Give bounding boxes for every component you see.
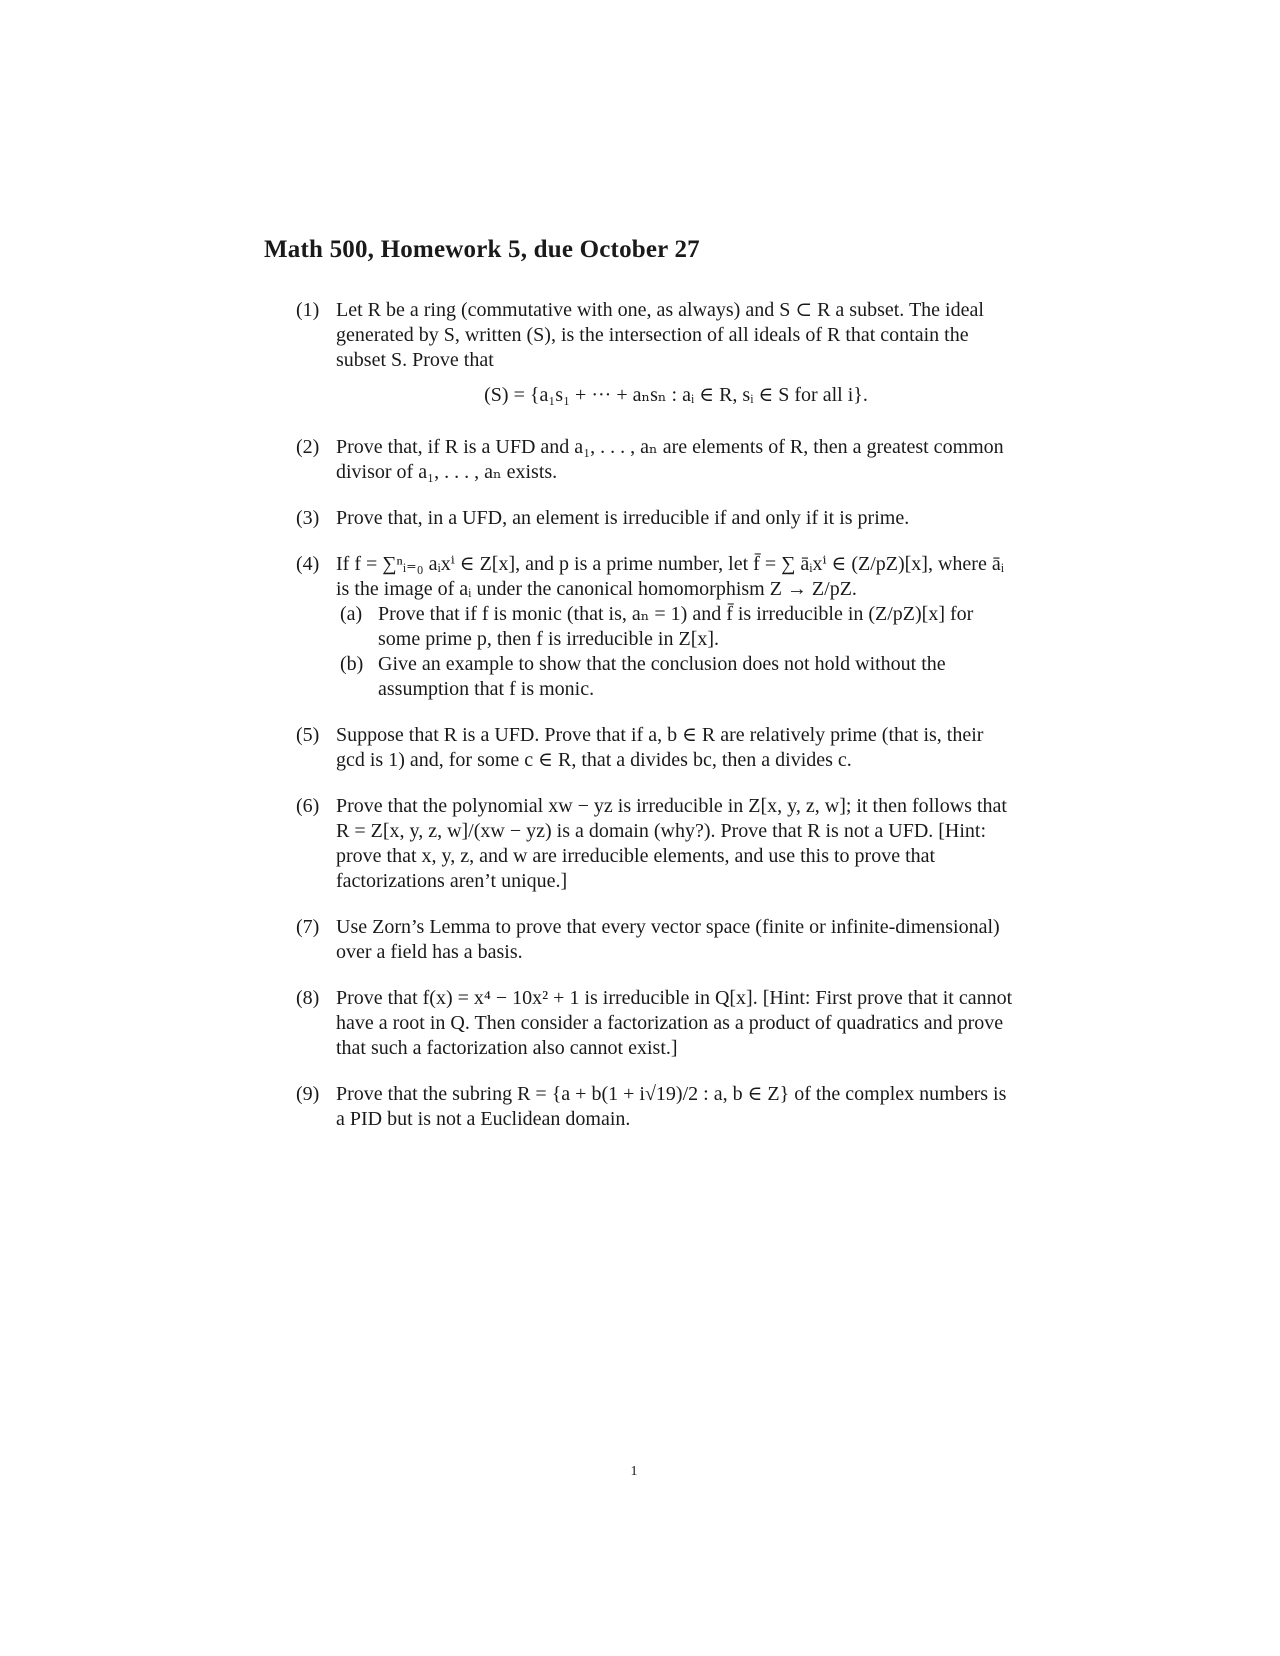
- problem-5: [296, 723, 1016, 773]
- problem-number: (2): [296, 436, 320, 458]
- problem-2: [296, 435, 1016, 485]
- page-number: 1: [630, 1464, 638, 1479]
- problem-text: Prove that f(x) = x⁴ − 10x² + 1 is irreducible in Q[x]. [Hint: First prove that it cannot have a root in Q. Then consider a factorization as a product of quadratics and prove that such a factorization also cannot exist.]: [336, 987, 1013, 1059]
- problem-8: [296, 986, 1016, 1061]
- problem-3: [296, 506, 1016, 531]
- problem-text: Prove that the polynomial xw − yz is irreducible in Z[x, y, z, w]; it then follows that R = Z[x, y, z, w]/(xw − yz) is a domain (why?). Prove that R is not a UFD. [Hint: prove that x, y, z, and w are irreducible elements, and use this to prove that factorizations aren’t unique.]: [336, 795, 1007, 892]
- page-title: Math 500, Homework 5, due October 27: [264, 236, 700, 263]
- problem-7: [296, 915, 1016, 965]
- problem-number: (1): [296, 299, 320, 321]
- problem-number: (4): [296, 553, 320, 575]
- problem-6: [296, 794, 1016, 894]
- subpart-label: (b): [340, 653, 364, 675]
- problem-4: [296, 552, 1016, 702]
- problem-1: [296, 298, 1016, 414]
- problem-text: Suppose that R is a UFD. Prove that if a, b ∈ R are relatively prime (that is, their gcd is 1) and, for some c ∈ R, that a divides bc, then a divides c.: [336, 724, 984, 771]
- display-equation: (S) = {a₁s₁ + ··· + aₙsₙ : aᵢ ∈ R, sᵢ ∈ S for all i}.: [484, 384, 868, 406]
- problem-text: Use Zorn’s Lemma to prove that every vector space (finite or infinite-dimensional) over a field has a basis.: [336, 916, 1000, 963]
- subpart-label: (a): [340, 603, 363, 625]
- subpart-b: [336, 652, 1016, 702]
- problem-list: [296, 298, 1016, 1153]
- problem-number: (8): [296, 987, 320, 1009]
- problem-number: (7): [296, 916, 320, 938]
- problem-text: If f = ∑ⁿᵢ₌₀ aᵢxⁱ ∈ Z[x], and p is a prime number, let f̄ = ∑ āᵢxⁱ ∈ (Z/pZ)[x], where āᵢ is the image of aᵢ under the canonical homomorphism Z → Z/pZ.: [336, 553, 1004, 600]
- problem-number: (3): [296, 507, 320, 529]
- subpart-text: Prove that if f is monic (that is, aₙ = 1) and f̄ is irreducible in (Z/pZ)[x] for some prime p, then f is irreducible in Z[x].: [378, 603, 974, 650]
- problem-text: Prove that the subring R = {a + b(1 + i√19)/2 : a, b ∈ Z} of the complex numbers is a PID but is not a Euclidean domain.: [336, 1083, 1007, 1130]
- problem-number: (9): [296, 1083, 320, 1105]
- subpart-text: Give an example to show that the conclusion does not hold without the assumption that f is monic.: [378, 653, 946, 700]
- problem-text: Let R be a ring (commutative with one, as always) and S ⊂ R a subset. The ideal generated by S, written (S), is the intersection of all ideals of R that contain the subset S. Prove that: [336, 299, 984, 371]
- problem-text: Prove that, if R is a UFD and a₁, . . . , aₙ are elements of R, then a greatest common divisor of a₁, . . . , aₙ exists.: [336, 436, 1004, 483]
- problem-9: [296, 1082, 1016, 1132]
- problem-number: (5): [296, 724, 320, 746]
- problem-text: Prove that, in a UFD, an element is irreducible if and only if it is prime.: [336, 507, 910, 529]
- problem-number: (6): [296, 795, 320, 817]
- subpart-a: [336, 602, 1016, 652]
